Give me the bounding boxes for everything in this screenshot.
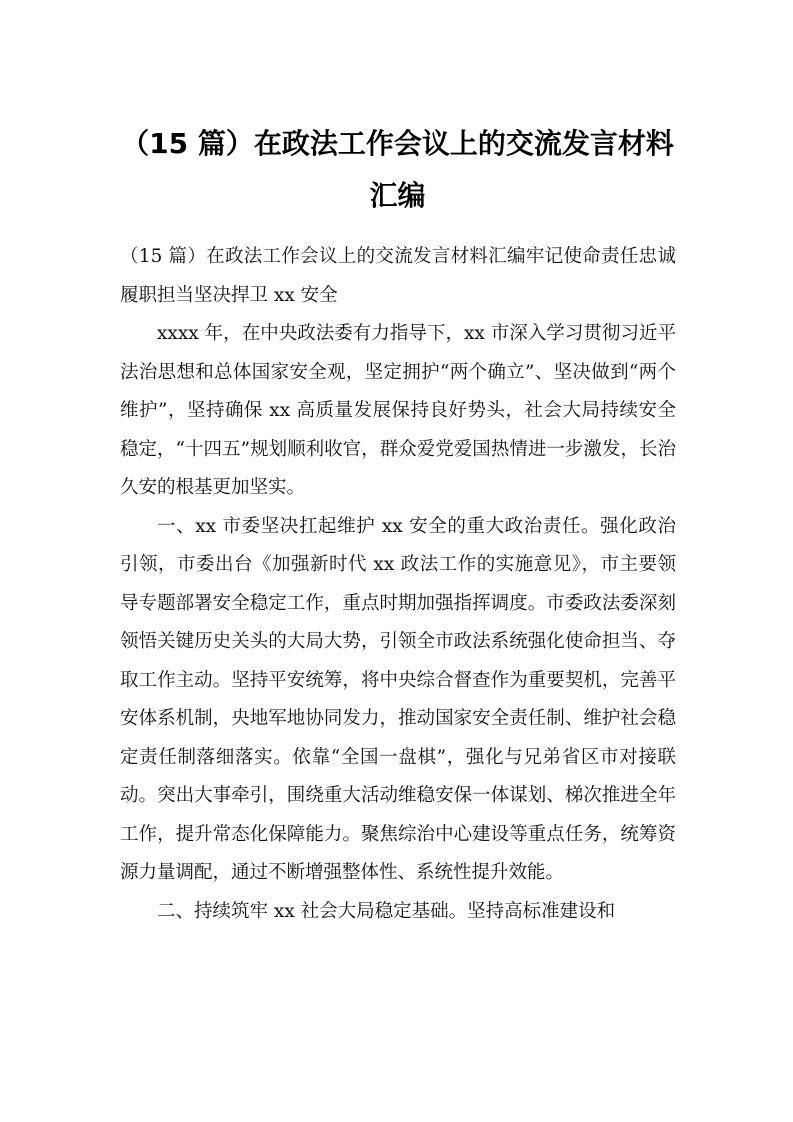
subtitle-paragraph: （15 篇）在政法工作会议上的交流发言材料汇编牢记使命责任忠诚履职担当坚决捍卫 xx 安全 bbox=[120, 246, 676, 306]
document-title: （15 篇）在政法工作会议上的交流发言材料汇编 bbox=[121, 127, 674, 212]
document-body bbox=[120, 238, 676, 931]
section-one-paragraph: 一、xx 市委坚决扛起维护 xx 安全的重大政治责任。强化政治引领，市委出台《加强新时代 xx 政法工作的实施意见》，市主要领导专题部署安全稳定工作，重点时期加强指挥调度。市委政法委深刻领悟关键历史关头的大局大势，引领全市政法系统强化使命担当、夺取工作主动。坚持平安统筹，将中央综合督查作为重要契机，完善平安体系机制，央地军地协同发力，推动国家安全责任制、维护社会稳定责任制落细落实。依靠“全国一盘棋”，强化与兄弟省区市对接联动。突出大事牵引，围绕重大活动维稳安保一体谋划、梯次推进全年工作，提升常态化保障能力。聚焦综治中心建设等重点任务，统筹资源力量调配，通过不断增强整体性、系统性提升效能。 bbox=[120, 515, 676, 883]
section-two-paragraph: 二、持续筑牢 xx 社会大局稳定基础。坚持高标准建设和 bbox=[157, 900, 616, 922]
intro-paragraph: xxxx 年，在中央政法委有力指导下，xx 市深入学习贯彻习近平法治思想和总体国家安全观，坚定拥护“两个确立”、坚决做到“两个维护”，坚持确保 xx 高质量发展保持良好势头，社会大局持续安全稳定，“十四五”规划顺利收官，群众爱党爱国热情进一步激发，长治久安的根基更加坚实。 bbox=[120, 323, 676, 498]
